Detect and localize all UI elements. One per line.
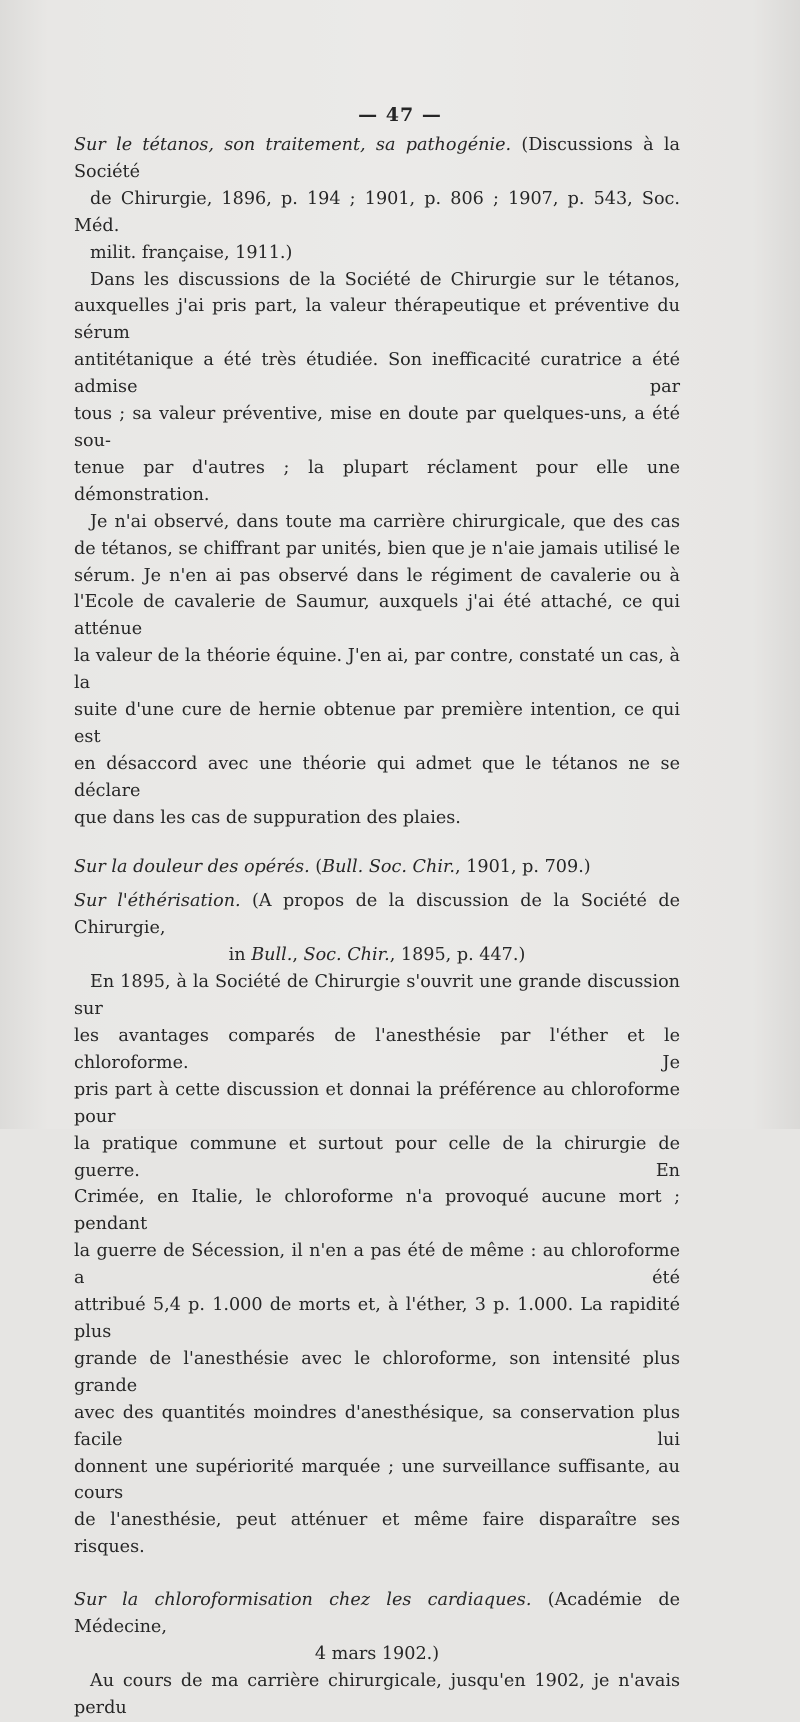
reference-text: , xyxy=(292,945,304,966)
journal-name: Soc. Chir. xyxy=(303,945,390,966)
journal-name: Bull. xyxy=(251,945,293,966)
paragraph-line: l'Ecole de cavalerie de Saumur, auxquels j'ai été attaché, ce qui atténue xyxy=(74,592,680,640)
paragraph-line: Crimée, en Italie, le chloroforme n'a provoqué aucune mort ; pendant xyxy=(74,1187,680,1235)
paragraph-line: avec des quantités moindres d'anesthésique, sa conservation plus facile lui xyxy=(74,1402,680,1450)
section-spacer xyxy=(74,832,680,854)
paragraph-line: tenue par d'autres ; la plupart réclament pour elle une démonstration. xyxy=(74,457,680,505)
paragraph-line: suite d'une cure de hernie obtenue par première intention, ce qui est xyxy=(74,700,680,747)
paragraph-line: sérum. Je n'en ai pas observé dans le régiment de cavalerie ou à xyxy=(74,565,680,586)
reference-text: , 1901, p. 709.) xyxy=(455,856,591,877)
page-body xyxy=(74,132,680,1722)
paragraph-line: En 1895, à la Société de Chirurgie s'ouvrit une grande discussion sur xyxy=(74,972,680,1020)
reference-line xyxy=(74,942,680,969)
page-number: — 47 — xyxy=(358,104,442,126)
paragraph-line: Au cours de ma carrière chirurgicale, jusqu'en 1902, je n'avais perdu xyxy=(74,1670,680,1718)
paragraph-line: de tétanos, se chiffrant par unités, bien que je n'aie jamais utilisé le xyxy=(74,538,680,559)
reference-text: ( xyxy=(309,856,323,877)
journal-name: Bull. Soc. Chir. xyxy=(322,856,456,877)
paragraph-line: la guerre de Sécession, il n'en a pas été de même : au chloroforme a été xyxy=(74,1241,680,1289)
section-heading-douleur xyxy=(74,854,680,881)
reference-text: (Académie de Médecine, xyxy=(74,1590,681,1638)
section-heading-chloroformisation xyxy=(74,1587,680,1641)
reference-line: de Chirurgie, 1896, p. 194 ; 1901, p. 806 ; 1907, p. 543, Soc. Méd. xyxy=(74,188,680,236)
paragraph-line: Je n'ai observé, dans toute ma carrière chirurgicale, que des cas xyxy=(90,511,680,532)
section-heading-tetanos xyxy=(74,132,680,186)
section-title: Sur le tétanos, son traitement, sa pathogénie. xyxy=(74,135,512,155)
section-heading-etherisation xyxy=(74,888,680,942)
paragraph-line: grande de l'anesthésie avec le chloroforme, son intensité plus grande xyxy=(74,1348,680,1396)
paragraph-line: la valeur de la théorie équine. J'en ai, par contre, constaté un cas, à la xyxy=(74,646,680,694)
reference-line: 4 mars 1902.) xyxy=(314,1643,440,1664)
section-title: Sur l'éthérisation. xyxy=(74,891,241,912)
section-spacer xyxy=(74,880,680,888)
paragraph-line: Dans les discussions de la Société de Chirurgie sur le tétanos, xyxy=(90,269,680,290)
section-title: Sur la douleur des opérés. xyxy=(74,856,310,877)
paragraph-line: de l'anesthésie, peut atténuer et même faire disparaître ses risques. xyxy=(74,1510,680,1558)
paragraph-line: tous ; sa valeur préventive, mise en doute par quelques-uns, a été sou- xyxy=(74,404,680,451)
paragraph-line: antitétanique a été très étudiée. Son inefficacité curatrice a été admise par xyxy=(74,350,680,398)
section-title: Sur la chloroformisation chez les cardiaques. xyxy=(74,1590,532,1611)
reference-text: in xyxy=(228,945,252,966)
paragraph-line: auxquelles j'ai pris part, la valeur thérapeutique et préventive du sérum xyxy=(74,296,680,344)
paragraph-line: les avantages comparés de l'anesthésie par l'éther et le chloroforme. Je xyxy=(74,1026,680,1073)
paragraph-line: que dans les cas de suppuration des plaies. xyxy=(74,807,461,828)
paragraph-line: donnent une supériorité marquée ; une surveillance suffisante, au cours xyxy=(74,1456,680,1504)
paragraph-line: la pratique commune et surtout pour celle de la chirurgie de guerre. En xyxy=(74,1133,680,1181)
reference-text: (A propos de la discussion de la Société de Chirurgie, xyxy=(74,891,680,939)
reference-text: , 1895, p. 447.) xyxy=(389,945,526,966)
paragraph-line: attribué 5,4 p. 1.000 de morts et, à l'éther, 3 p. 1.000. La rapidité plus xyxy=(74,1295,680,1342)
reference-text: (Discussions à la Société xyxy=(74,135,680,182)
paragraph-line: pris part à cette discussion et donnai la préférence au chloroforme pour xyxy=(74,1079,680,1127)
section-spacer xyxy=(74,1561,680,1587)
reference-line: milit. française, 1911.) xyxy=(90,242,293,263)
paragraph-line: en désaccord avec une théorie qui admet que le tétanos ne se déclare xyxy=(74,753,680,801)
